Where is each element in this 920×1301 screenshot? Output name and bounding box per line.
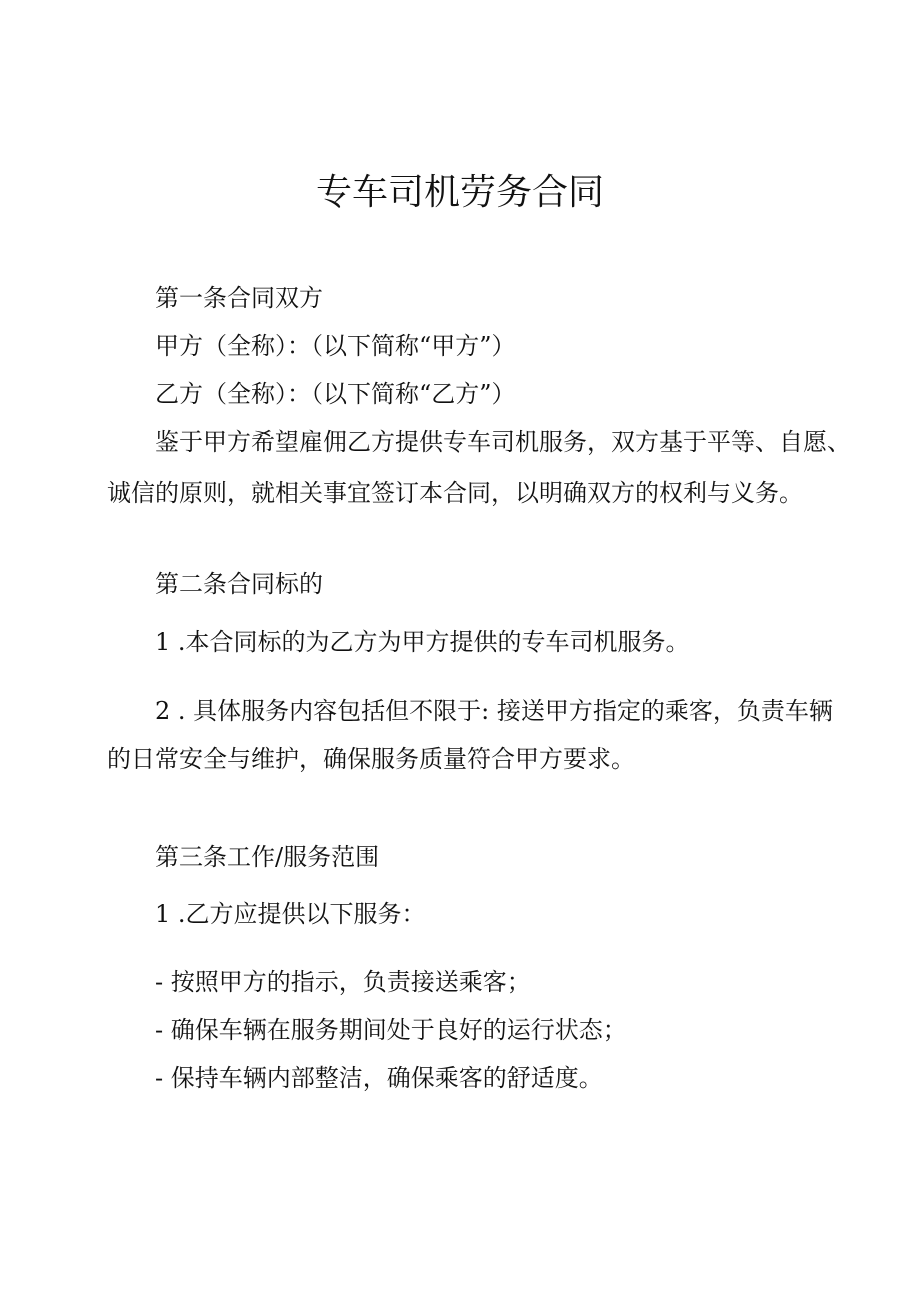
article-3-heading: 第三条工作/服务范围 bbox=[155, 843, 380, 871]
article-2-item-1: 1 .本合同标的为乙方为甲方提供的专车司机服务。 bbox=[155, 628, 690, 656]
intro-paragraph-line-1: 鉴于甲方希望雇佣乙方提供专车司机服务，双方基于平等、自愿、 bbox=[155, 428, 851, 456]
article-3-item-1: 1 .乙方应提供以下服务： bbox=[155, 900, 426, 928]
article-3-bullet: - 按照甲方的指示，负责接送乘客； bbox=[155, 968, 531, 996]
article-2-heading: 第二条合同标的 bbox=[155, 570, 323, 598]
article-3-bullet: - 确保车辆在服务期间处于良好的运行状态； bbox=[155, 1016, 627, 1044]
article-1-heading: 第一条合同双方 bbox=[155, 284, 323, 312]
party-a-line: 甲方（全称）：（以下简称“甲方”） bbox=[155, 332, 516, 360]
article-2-item-2-line-1: 2 . 具体服务内容包括但不限于: 接送甲方指定的乘客，负责车辆 bbox=[155, 697, 833, 725]
intro-paragraph-line-2: 诚信的原则，就相关事宜签订本合同，以明确双方的权利与义务。 bbox=[107, 479, 803, 507]
article-3-bullet: - 保持车辆内部整洁，确保乘客的舒适度。 bbox=[155, 1064, 603, 1092]
article-2-item-2-line-2: 的日常安全与维护，确保服务质量符合甲方要求。 bbox=[107, 745, 635, 773]
party-b-line: 乙方（全称）：（以下简称“乙方”） bbox=[155, 380, 516, 408]
document-title: 专车司机劳务合同 bbox=[315, 172, 604, 213]
